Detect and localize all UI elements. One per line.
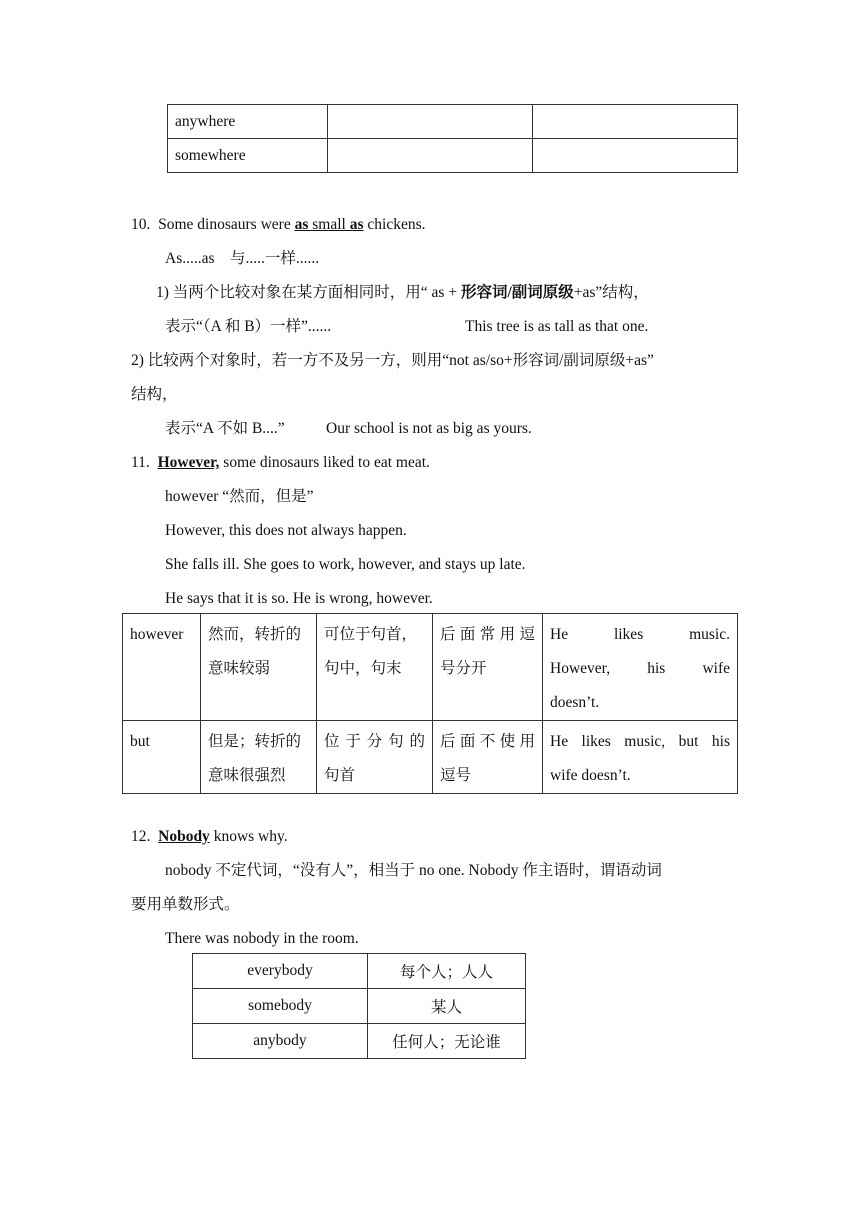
cell-line: 后面常用逗 <box>440 626 535 643</box>
pronoun-table <box>192 953 526 1059</box>
table-row <box>193 954 526 989</box>
table-cell: 某人 <box>368 989 526 1024</box>
cell-line: 位于分句的 <box>324 733 425 750</box>
table-cell: somewhere <box>168 139 328 173</box>
example-sentence: He says that it is so. He is wrong, however. <box>165 590 433 607</box>
table-row <box>193 1024 526 1059</box>
table-cell <box>433 721 543 794</box>
table-cell <box>543 614 738 721</box>
keyword-as: as <box>294 216 309 233</box>
however-but-table <box>122 613 738 794</box>
point-2-example: Our school is not as big as yours. <box>326 420 532 437</box>
table-cell: however <box>123 614 201 721</box>
as-as-definition: As.....as 与.....一样...... <box>165 250 320 267</box>
cell-line: 号分开 <box>440 660 487 677</box>
item-10-heading <box>131 215 426 235</box>
table-cell: anybody <box>193 1024 368 1059</box>
table-cell: 任何人；无论谁 <box>368 1024 526 1059</box>
table-cell <box>201 721 317 794</box>
point-2: 2) 比较两个对象时，若一方不及另一方，则用“not as/so+形容词/副词原级+as” <box>131 352 654 369</box>
table-cell <box>433 614 543 721</box>
table-cell: but <box>123 721 201 794</box>
cell-line: doesn’t. <box>550 694 600 711</box>
table-row <box>168 139 738 173</box>
however-meaning: however “然而，但是” <box>165 488 314 505</box>
cell-line: 但是；转折的 <box>208 733 302 750</box>
word-table-where <box>167 104 738 173</box>
table-cell: somebody <box>193 989 368 1024</box>
keyword-small: small <box>308 216 350 233</box>
item-number: 10. <box>131 216 151 233</box>
table-cell <box>533 105 738 139</box>
cell-line: 句首 <box>324 767 356 784</box>
cell-line: 逗号 <box>440 767 472 784</box>
sentence-text: knows why. <box>209 828 288 845</box>
cell-line: However, his wife <box>550 660 730 677</box>
cell-line: 可位于句首， <box>324 626 418 643</box>
example-sentence: She falls ill. She goes to work, however, and stays up late. <box>165 556 526 573</box>
keyword-however: However, <box>157 454 220 471</box>
sentence-text: Some dinosaurs were <box>158 216 295 233</box>
sentence-text: some dinosaurs liked to eat meat. <box>219 454 430 471</box>
point-text: 1) 当两个比较对象在某方面相同时，用“ as + <box>156 284 461 301</box>
table-row <box>123 721 738 794</box>
point-1 <box>156 283 649 303</box>
table-cell <box>543 721 738 794</box>
cell-line: 意味较弱 <box>208 660 271 677</box>
item-11-heading <box>131 453 430 473</box>
nobody-definition: nobody 不定代词，“没有人”，相当于 no one. Nobody 作主语时，谓语动词 <box>165 862 662 879</box>
cell-line: 句中，句末 <box>324 660 402 677</box>
table-cell <box>328 139 533 173</box>
cell-line: 然而，转折的 <box>208 626 302 643</box>
point-text: +as”结构， <box>573 284 649 301</box>
item-number: 12. <box>131 828 151 845</box>
cell-line: wife doesn’t. <box>550 767 631 784</box>
keyword-as: as <box>349 216 364 233</box>
table-cell: 每个人；人人 <box>368 954 526 989</box>
example-sentence: However, this does not always happen. <box>165 522 407 539</box>
table-cell: anywhere <box>168 105 328 139</box>
cell-line: 意味很强烈 <box>208 767 286 784</box>
cell-line: He likes music, but his <box>550 733 730 750</box>
point-bold-text: 形容词/副词原级 <box>460 284 574 301</box>
keyword-nobody: Nobody <box>158 828 210 845</box>
table-row <box>193 989 526 1024</box>
table-cell <box>201 614 317 721</box>
cell-line: He likes music. <box>550 626 730 643</box>
sentence-text: chickens. <box>363 216 426 233</box>
item-12-heading <box>131 827 288 847</box>
table-row <box>168 105 738 139</box>
table-row <box>123 614 738 721</box>
point-1-example: This tree is as tall as that one. <box>465 318 649 335</box>
table-cell: everybody <box>193 954 368 989</box>
item-number: 11. <box>131 454 150 471</box>
cell-line: 后面不使用 <box>440 733 535 750</box>
table-cell <box>317 721 433 794</box>
point-2-meaning: 表示“A 不如 B....” <box>165 420 285 437</box>
example-sentence: There was nobody in the room. <box>165 930 359 947</box>
table-cell <box>328 105 533 139</box>
point-2-cont: 结构， <box>131 386 178 403</box>
point-1-meaning: 表示“（A 和 B）一样”...... <box>165 318 332 335</box>
nobody-definition-cont: 要用单数形式。 <box>131 896 240 913</box>
table-cell <box>317 614 433 721</box>
table-cell <box>533 139 738 173</box>
